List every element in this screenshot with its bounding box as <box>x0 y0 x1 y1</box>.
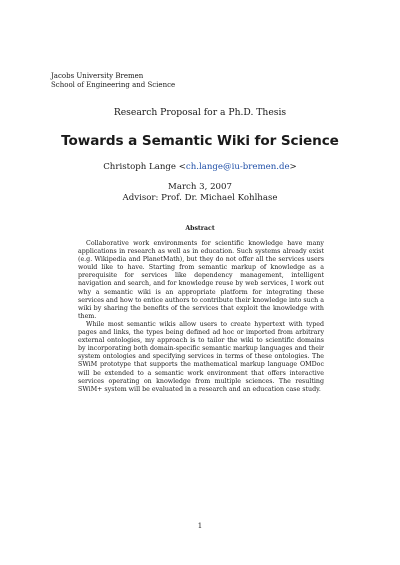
author-line <box>0 162 400 172</box>
author-email-link[interactable]: ch.lange@iu-bremen.de <box>185 162 290 172</box>
paper-title: Towards a Semantic Wiki for Science <box>61 133 339 149</box>
abstract-paragraph-1: Collaborative work environments for scientific knowledge have many applications in research as well as in education. Such systems already exist (e.g. Wikipedia and PlanetMath), but they do not offer all the services users would like to have. Starting from semantic markup of knowledge as a prerequisite for services like dependency management, intelligent navigation and search, and for knowledge reuse by web services, I work out why a semantic wiki is an appropriate platform for integrating these services and how to entice authors to contribute their knowledge into such a wiki by sharing the benefits of the services that exploit the knowledge with them. <box>78 240 324 320</box>
abstract-body <box>78 240 324 394</box>
date: March 3, 2007 <box>168 182 232 192</box>
email-open-bracket: < <box>178 162 186 172</box>
email-close-bracket: > <box>289 162 297 172</box>
page-number: 1 <box>197 522 203 530</box>
proposal-type: Research Proposal for a Ph.D. Thesis <box>113 107 287 118</box>
affiliation-school: School of Engineering and Science <box>51 81 176 89</box>
advisor: Advisor: Prof. Dr. Michael Kohlhase <box>122 193 278 203</box>
abstract-heading: Abstract <box>185 225 215 232</box>
affiliation-university: Jacobs University Bremen <box>51 72 144 80</box>
abstract-paragraph-2: While most semantic wikis allow users to create hypertext with typed pages and links, the types being defined ad hoc or imported from arbitrary external ontologies, my approach is to tailor the wiki to scientific domains by incorporating both domain-specific semantic markup languages and their system ontologies and specifying services in terms of these ontologies. The SWiM prototype that supports the mathematical markup language OMDoc will be extended to a semantic work environment that offers interactive services operating on knowledge from multiple sciences. The resulting SWiM+ system will be evaluated in a research and an education case study. <box>78 320 324 393</box>
author-name: Christoph Lange <box>103 162 176 172</box>
affiliation <box>51 72 175 90</box>
